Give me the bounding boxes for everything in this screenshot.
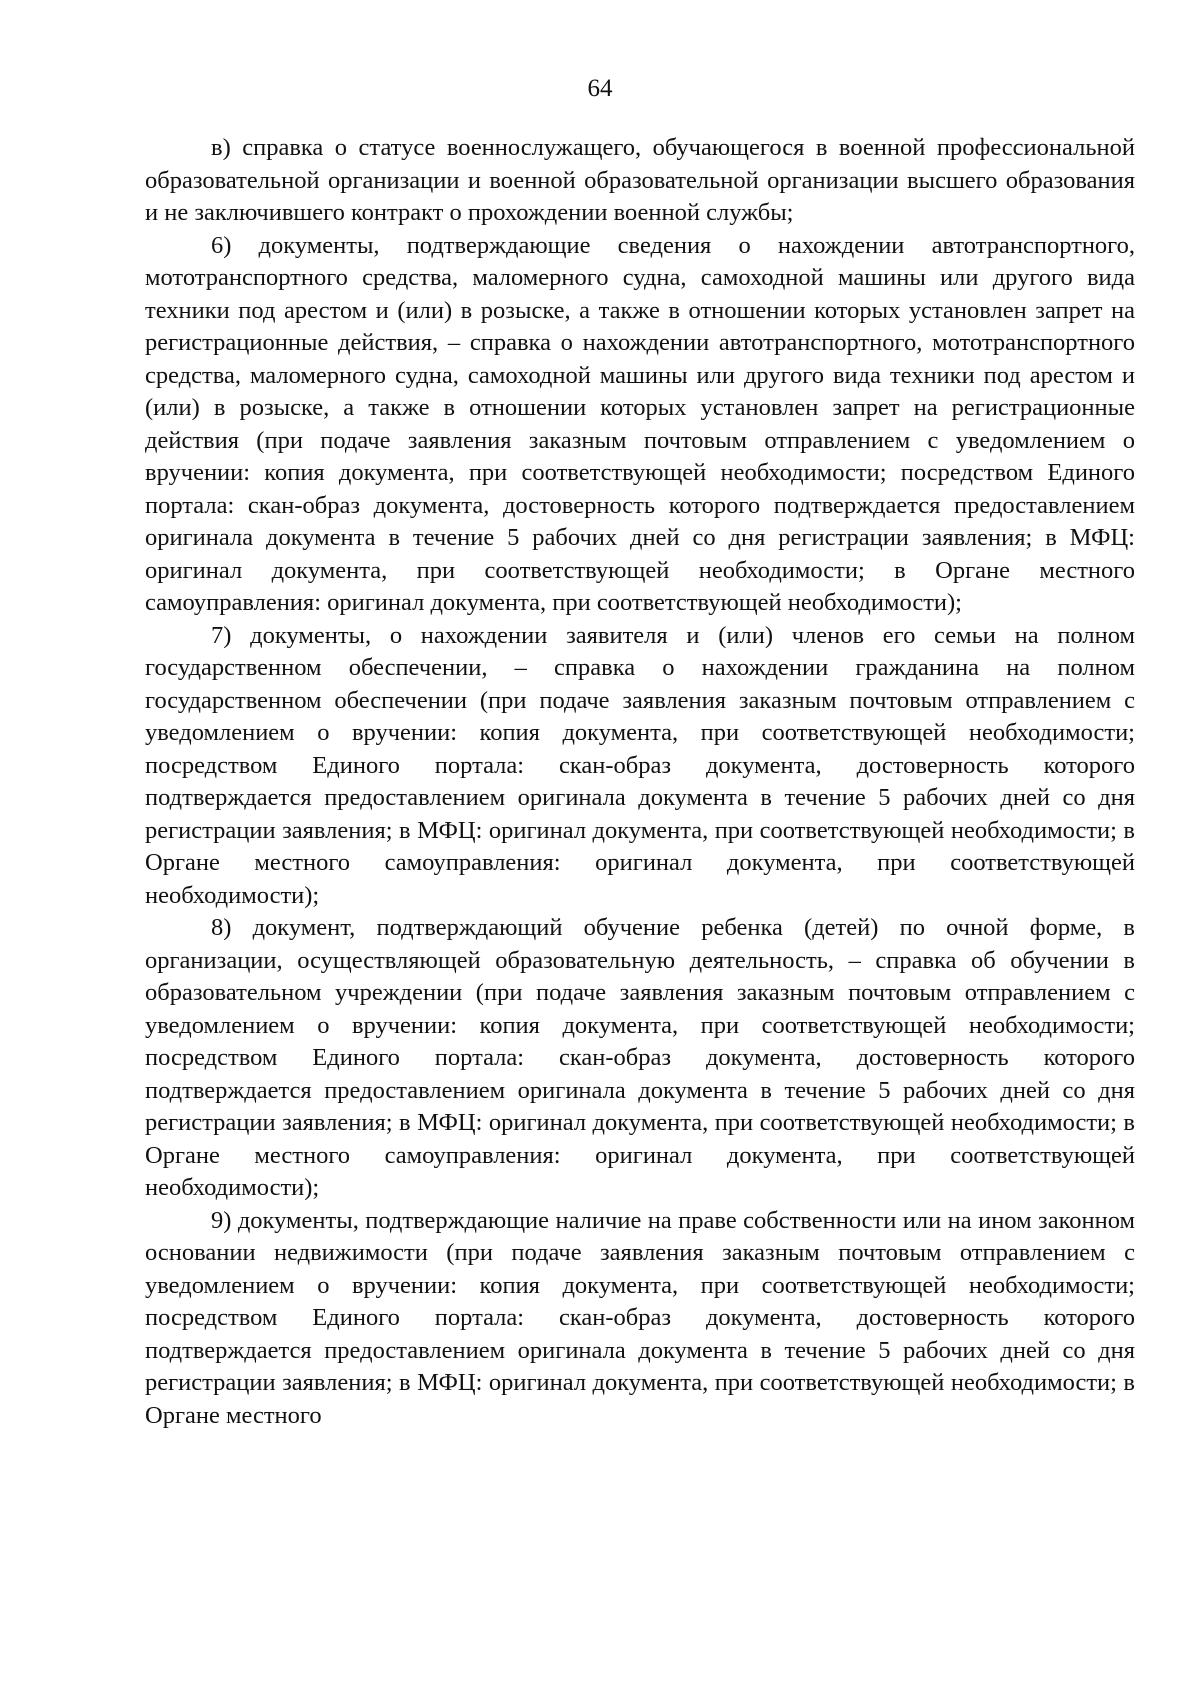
paragraph-item-8: 8) документ, подтверждающий обучение ребенка (детей) по очной форме, в организации, осуществляющей образовательную деятельность, – справка об обучении в образовательном учреждении (при подаче заявления заказным почтовым отправлением с уведомлением о вручении: копия документа, при соответствующей необходимости; посредством Единого портала: скан-образ документа, достоверность которого подтверждается предоставлением оригинала документа в течение 5 рабочих дней со дня регистрации заявления; в МФЦ: оригинал документа, при соответствующей необходимости; в Органе местного самоуправления: оригинал документа, при соответствующей необходимости); <box>145 914 1135 1201</box>
paragraph-item-6: 6) документы, подтверждающие сведения о нахождении автотранспортного, мототранспортного средства, маломерного судна, самоходной машины или другого вида техники под арестом и (или) в розыске, а также в отношении которых установлен запрет на регистрационные действия, – справка о нахождении автотранспортного, мототранспортного средства, маломерного судна, самоходной машины или другого вида техники под арестом и (или) в розыске, а также в отношении которых установлен запрет на регистрационные действия (при подаче заявления заказным почтовым отправлением с уведомлением о вручении: копия документа, при соответствующей необходимости; посредством Единого портала: скан-образ документа, достоверность которого подтверждается предоставлением оригинала документа в течение 5 рабочих дней со дня регистрации заявления; в МФЦ: оригинал документа, при соответствующей необходимости; в Органе местного самоуправления: оригинал документа, при соответствующей необходимости); <box>145 231 1135 616</box>
paragraph-item-7: 7) документы, о нахождении заявителя и (или) членов его семьи на полном государственном обеспечении, – справка о нахождении гражданина на полном государственном обеспечении (при подаче заявления заказным почтовым отправлением с уведомлением о вручении: копия документа, при соответствующей необходимости; посредством Единого портала: скан-образ документа, достоверность которого подтверждается предоставлением оригинала документа в течение 5 рабочих дней со дня регистрации заявления; в МФЦ: оригинал документа, при соответствующей необходимости; в Органе местного самоуправления: оригинал документа, при соответствующей необходимости); <box>145 621 1135 909</box>
paragraph-item-v: в) справка о статусе военнослужащего, обучающегося в военной профессиональной образовательной организации и военной образовательной организации высшего образования и не заключившего контракт о прохождении военной службы; <box>145 134 1135 226</box>
paragraph-item-9: 9) документы, подтверждающие наличие на праве собственности или на ином законном основании недвижимости (при подаче заявления заказным почтовым отправлением с уведомлением о вручении: копия документа, при соответствующей необходимости; посредством Единого портала: скан-образ документа, достоверность которого подтверждается предоставлением оригинала документа в течение 5 рабочих дней со дня регистрации заявления; в МФЦ: оригинал документа, при соответствующей необходимости; в Органе местного <box>145 1206 1135 1429</box>
document-body <box>145 132 1135 1432</box>
page-number: 64 <box>587 75 613 102</box>
